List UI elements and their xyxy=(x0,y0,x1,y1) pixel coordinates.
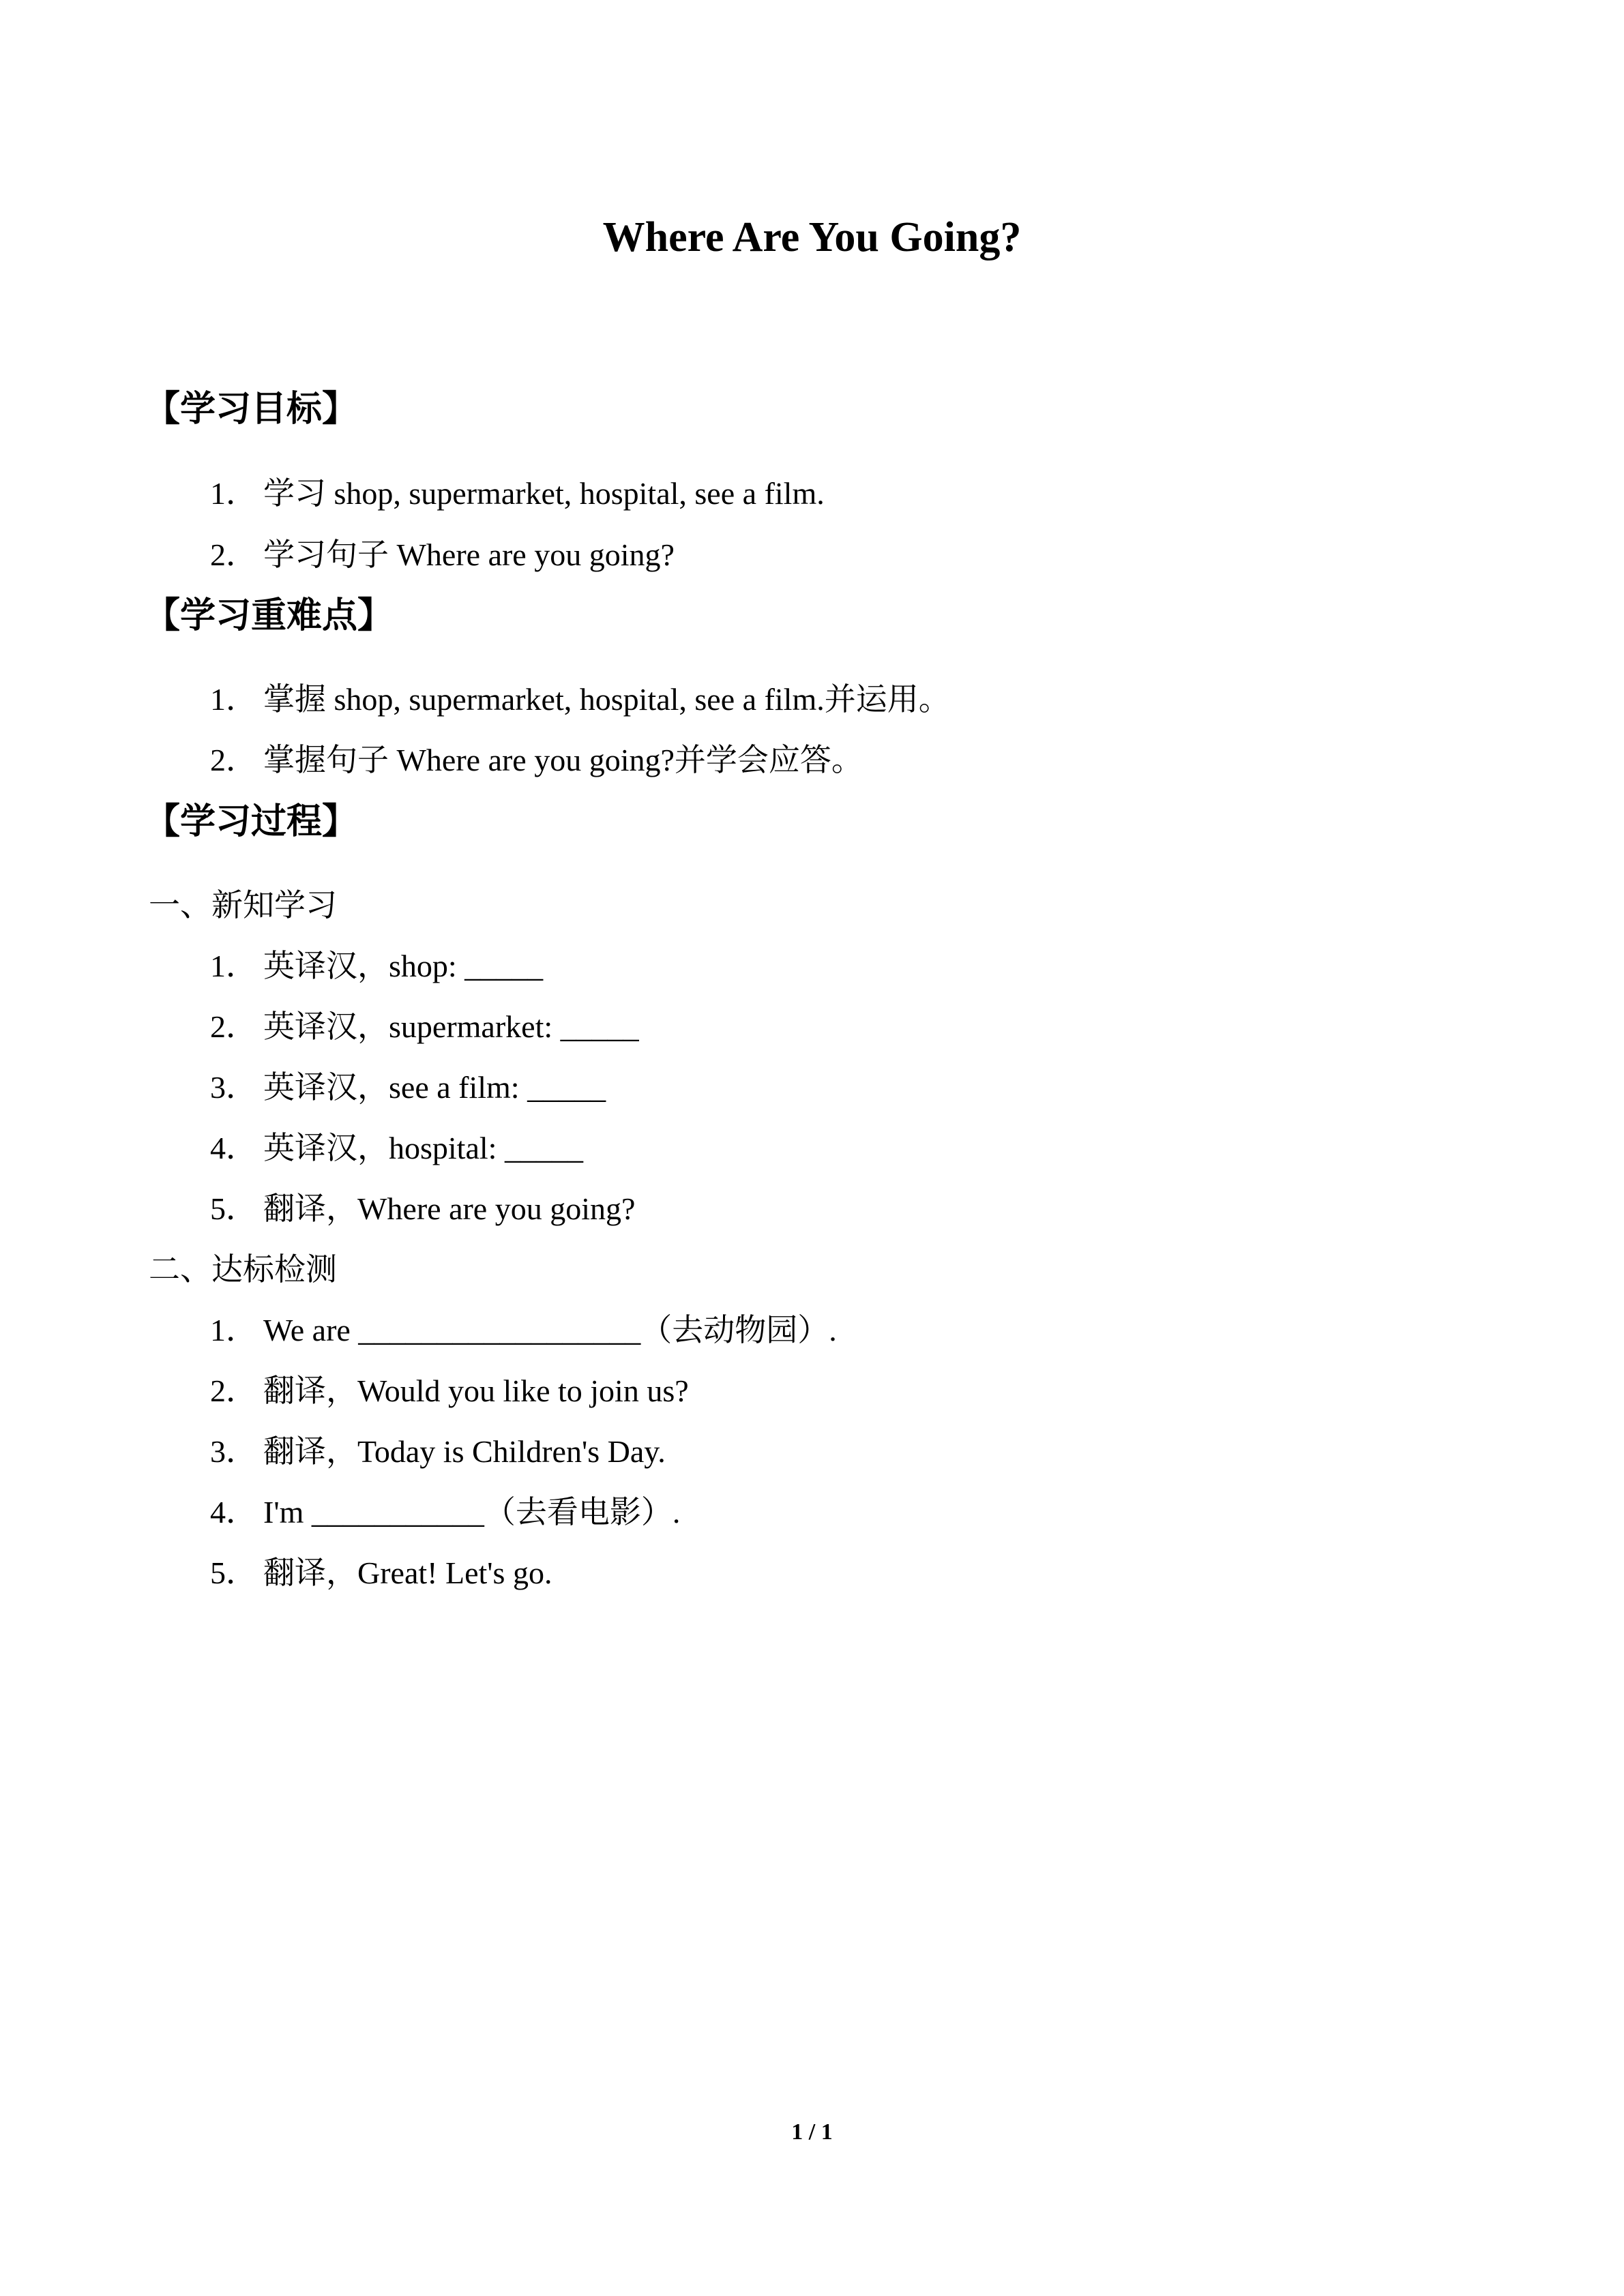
part1-item-5 xyxy=(210,1189,635,1229)
item-text: I'm ___________（去看电影）. xyxy=(263,1495,681,1530)
item-number: 2． xyxy=(210,743,257,777)
item-number: 1． xyxy=(210,682,257,717)
item-text: 翻译，Would you like to join us? xyxy=(263,1373,689,1408)
objectives-item-2 xyxy=(210,535,675,576)
item-number: 2． xyxy=(210,1373,257,1408)
item-number: 2． xyxy=(210,537,257,572)
part2-item-5 xyxy=(210,1553,552,1594)
item-text: We are __________________（去动物园）. xyxy=(263,1313,837,1347)
part1-item-3 xyxy=(210,1067,606,1108)
item-number: 3． xyxy=(210,1070,257,1105)
part2-item-1 xyxy=(210,1310,837,1351)
part2-label: 二、达标检测 xyxy=(149,1252,337,1287)
item-number: 4． xyxy=(210,1131,257,1165)
objectives-heading: 【学习目标】 xyxy=(145,389,358,430)
item-text: 翻译，Great! Let's go. xyxy=(263,1555,552,1590)
key-points-item-2 xyxy=(210,740,863,781)
process-heading: 【学习过程】 xyxy=(145,801,358,842)
part2-item-3 xyxy=(210,1431,666,1472)
item-text: 掌握句子 Where are you going?并学会应答。 xyxy=(263,743,863,777)
item-text: 掌握 shop, supermarket, hospital, see a film.并运用。 xyxy=(263,682,950,717)
item-number: 5． xyxy=(210,1191,257,1226)
key-points-item-1 xyxy=(210,679,950,720)
part2-item-4 xyxy=(210,1492,680,1533)
item-number: 2． xyxy=(210,1009,257,1044)
document-title: Where Are You Going? xyxy=(602,214,1022,260)
item-text: 翻译，Where are you going? xyxy=(263,1191,636,1226)
part1-label: 一、新知学习 xyxy=(149,888,337,923)
item-text: 英译汉，hospital: _____ xyxy=(263,1131,583,1165)
page-number: 1 / 1 xyxy=(791,2119,833,2145)
item-number: 1． xyxy=(210,949,257,983)
item-text: 英译汉，supermarket: _____ xyxy=(263,1009,639,1044)
item-text: 英译汉，see a film: _____ xyxy=(263,1070,606,1105)
item-number: 5． xyxy=(210,1555,257,1590)
key-points-heading: 【学习重难点】 xyxy=(145,595,394,636)
item-number: 3． xyxy=(210,1434,257,1469)
item-text: 学习句子 Where are you going? xyxy=(263,537,675,572)
item-text: 翻译，Today is Children's Day. xyxy=(263,1434,666,1469)
item-number: 1． xyxy=(210,476,257,511)
item-text: 英译汉，shop: _____ xyxy=(263,949,544,983)
part1-item-4 xyxy=(210,1128,583,1169)
item-text: 学习 shop, supermarket, hospital, see a film. xyxy=(263,476,825,511)
item-number: 4． xyxy=(210,1495,257,1530)
objectives-item-1 xyxy=(210,473,825,514)
item-number: 1． xyxy=(210,1313,257,1347)
part1-item-1 xyxy=(210,946,543,987)
part2-item-2 xyxy=(210,1371,689,1412)
part1-item-2 xyxy=(210,1007,639,1047)
